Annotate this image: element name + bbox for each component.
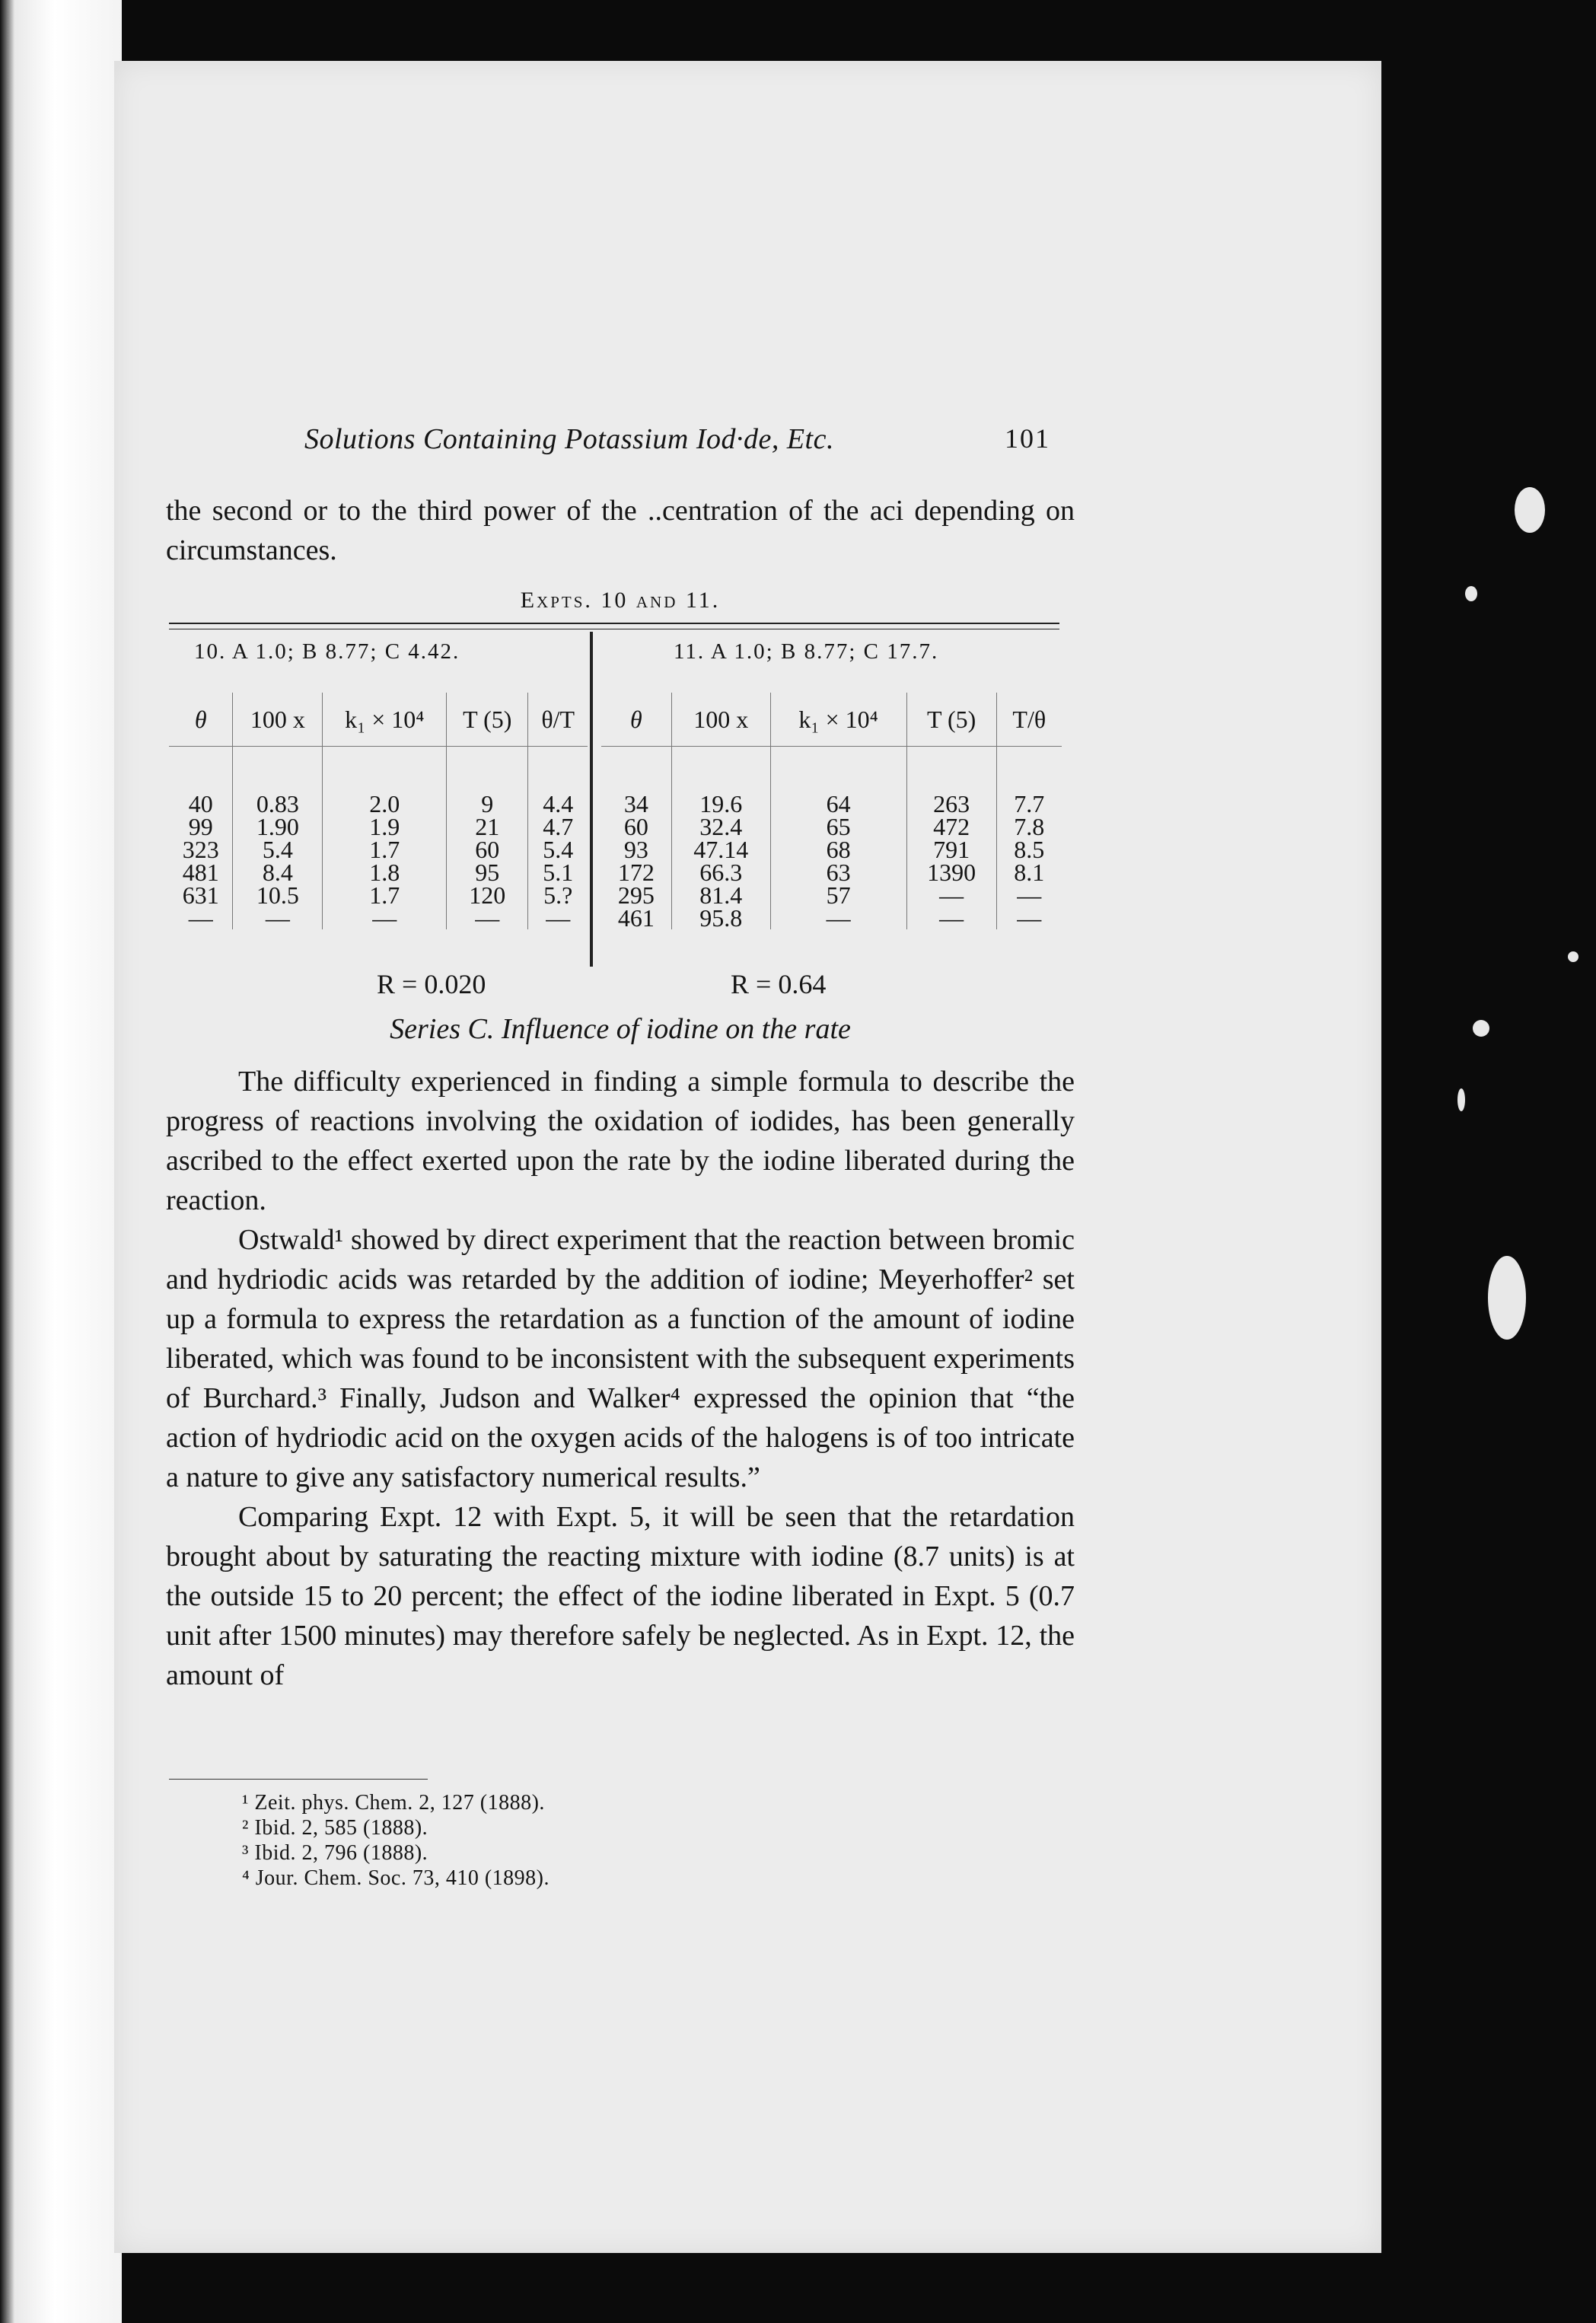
table-cell: — bbox=[528, 907, 588, 929]
table-row bbox=[169, 838, 588, 861]
table-cell: — bbox=[996, 907, 1062, 929]
table-cell: 68 bbox=[770, 838, 906, 861]
table-cell: 323 bbox=[182, 836, 219, 863]
column-header: T (5) bbox=[906, 693, 996, 747]
table-cell: 93 bbox=[623, 836, 648, 863]
page-header bbox=[304, 422, 1050, 468]
table-cell: 461 bbox=[617, 904, 655, 932]
table-cell: 60 bbox=[447, 838, 528, 861]
table-cell: — bbox=[447, 907, 528, 929]
table-row bbox=[601, 838, 1062, 861]
table-cell: 7.7 bbox=[996, 747, 1062, 816]
footnote-rule bbox=[169, 1779, 428, 1780]
table-cell: 65 bbox=[770, 815, 906, 838]
column-header: k₁ × 10⁴ bbox=[770, 693, 906, 747]
table-cell: 295 bbox=[617, 881, 655, 909]
table-cell: — bbox=[996, 884, 1062, 907]
scan-left-edge bbox=[0, 0, 122, 2323]
table-cell: 10.5 bbox=[233, 884, 323, 907]
table-row bbox=[169, 907, 588, 929]
table-cell: 1.7 bbox=[323, 884, 447, 907]
table-cell: 32.4 bbox=[671, 815, 770, 838]
table-cell: 791 bbox=[906, 838, 996, 861]
table-cell: 8.1 bbox=[996, 861, 1062, 884]
table-cell: 60 bbox=[623, 813, 648, 840]
table-cell: — bbox=[906, 884, 996, 907]
table-cell: 57 bbox=[770, 884, 906, 907]
table-row bbox=[601, 815, 1062, 838]
table-cell: 631 bbox=[182, 881, 219, 909]
paragraph: Ostwald¹ showed by direct experiment that the reaction between bromic and hydriodic acids was retarded by the addition of iodine; Meyerhoffer² set up a formula to express the retardation as a function of the amount of iodine liberated, which was found to be inconsistent with the subsequent experiments of Burchard.³ Finally, Judson and Walker⁴ expressed the opinion that “the action of hydriodic acid on the oxygen acids of the halogens is of too intricate a nature to give any satisfactory numerical results.” bbox=[166, 1224, 1075, 1493]
table-row bbox=[601, 884, 1062, 907]
table-cell: 5.4 bbox=[233, 838, 323, 861]
table-cell: 1.9 bbox=[323, 815, 447, 838]
body-text bbox=[166, 1062, 1075, 1695]
table-cell: — bbox=[233, 907, 323, 929]
table-cell: 2.0 bbox=[323, 747, 447, 816]
table-cell: 4.4 bbox=[528, 747, 588, 816]
expt10-table bbox=[169, 693, 588, 932]
table-cell: 95.8 bbox=[671, 907, 770, 929]
table-cell: 5.4 bbox=[528, 838, 588, 861]
paragraph: The difficulty experienced in finding a simple formula to describe the progress of reactions involving the oxidation of iodides, has been generally ascribed to the effect exerted upon the rate by the iodine liberated during the reaction. bbox=[166, 1066, 1075, 1216]
table-row bbox=[169, 815, 588, 838]
table-cell: 5.1 bbox=[528, 861, 588, 884]
footnote: ³ Ibid. 2, 796 (1888). bbox=[242, 1841, 428, 1865]
footnote: ² Ibid. 2, 585 (1888). bbox=[242, 1816, 428, 1840]
table-cell: 4.7 bbox=[528, 815, 588, 838]
table-row bbox=[601, 907, 1062, 929]
section-heading: Series C. Influence of iodine on the rate bbox=[390, 1013, 851, 1045]
paragraph: Comparing Expt. 12 with Expt. 5, it will be seen that the retardation brought about by saturating the reacting mixture with iodine (8.7 units) is at the outside 15 to 20 percent; the effect of the iodine liberated in Expt. 5 (0.7 unit after 1500 minutes) may therefore safely be neglected. As in Expt. 12, the amount of bbox=[166, 1501, 1075, 1691]
column-header: T/θ bbox=[996, 693, 1062, 747]
table-rule bbox=[169, 623, 1059, 624]
table-cell: 263 bbox=[906, 747, 996, 816]
table-cell: 172 bbox=[617, 859, 655, 886]
table-cell: — bbox=[906, 907, 996, 929]
expt11-table bbox=[601, 693, 1062, 932]
table-cell: 9 bbox=[447, 747, 528, 816]
table-cell: 40 bbox=[188, 790, 213, 817]
table-row bbox=[601, 747, 1062, 816]
expt11-label: 11. A 1.0; B 8.77; C 17.7. bbox=[674, 639, 939, 664]
footnotes bbox=[242, 1790, 550, 1891]
column-header: k₁ × 10⁴ bbox=[323, 693, 447, 747]
column-header: 100 x bbox=[233, 693, 323, 747]
column-header: θ bbox=[194, 705, 207, 733]
table-cell: 66.3 bbox=[671, 861, 770, 884]
expt10-label: 10. A 1.0; B 8.77; C 4.42. bbox=[194, 639, 460, 664]
intro-text: the second or to the third power of the ..centration of the aci depending on circumstances. bbox=[166, 495, 1075, 566]
table-cell: 19.6 bbox=[671, 747, 770, 816]
table-cell: 64 bbox=[770, 747, 906, 816]
table-cell: 21 bbox=[447, 815, 528, 838]
table-title: Expts. 10 and 11. bbox=[520, 588, 721, 613]
table-row bbox=[169, 884, 588, 907]
column-header: 100 x bbox=[671, 693, 770, 747]
table-cell: 95 bbox=[447, 861, 528, 884]
table-header-row bbox=[601, 693, 1062, 747]
table-cell: 7.8 bbox=[996, 815, 1062, 838]
expt11-r-value: R = 0.64 bbox=[731, 969, 827, 999]
column-header: θ bbox=[630, 705, 642, 733]
table-cell: 47.14 bbox=[671, 838, 770, 861]
table-cell: 120 bbox=[447, 884, 528, 907]
table-cell: 5.? bbox=[528, 884, 588, 907]
table-cell: 81.4 bbox=[671, 884, 770, 907]
table-cell: 34 bbox=[623, 790, 648, 817]
expt10-r-value: R = 0.020 bbox=[377, 969, 486, 999]
table-cell: 481 bbox=[182, 859, 219, 886]
table-row bbox=[169, 861, 588, 884]
table-header-row bbox=[169, 693, 588, 747]
table-cell: 472 bbox=[906, 815, 996, 838]
intro-paragraph bbox=[166, 491, 1075, 570]
table-divider bbox=[590, 632, 593, 967]
table-cell: 1390 bbox=[906, 861, 996, 884]
table-row bbox=[601, 861, 1062, 884]
table-cell: 1.90 bbox=[233, 815, 323, 838]
table-cell: — bbox=[323, 907, 447, 929]
table-cell: — bbox=[770, 907, 906, 929]
table-cell: 8.5 bbox=[996, 838, 1062, 861]
table-cell: 8.4 bbox=[233, 861, 323, 884]
column-header: T (5) bbox=[447, 693, 528, 747]
table-cell: — bbox=[188, 904, 213, 932]
footnote: ⁴ Jour. Chem. Soc. 73, 410 (1898). bbox=[242, 1866, 550, 1890]
table-cell: 63 bbox=[770, 861, 906, 884]
running-head: Solutions Containing Potassium Iod·de, Etc. bbox=[304, 423, 834, 455]
table-cell: 99 bbox=[188, 813, 213, 840]
column-header: θ/T bbox=[528, 693, 588, 747]
table-cell: 0.83 bbox=[233, 747, 323, 816]
table-row bbox=[169, 747, 588, 816]
page-number: 101 bbox=[1005, 423, 1050, 454]
table-cell: 1.7 bbox=[323, 838, 447, 861]
footnote: ¹ Zeit. phys. Chem. 2, 127 (1888). bbox=[242, 1791, 545, 1815]
table-cell: 1.8 bbox=[323, 861, 447, 884]
